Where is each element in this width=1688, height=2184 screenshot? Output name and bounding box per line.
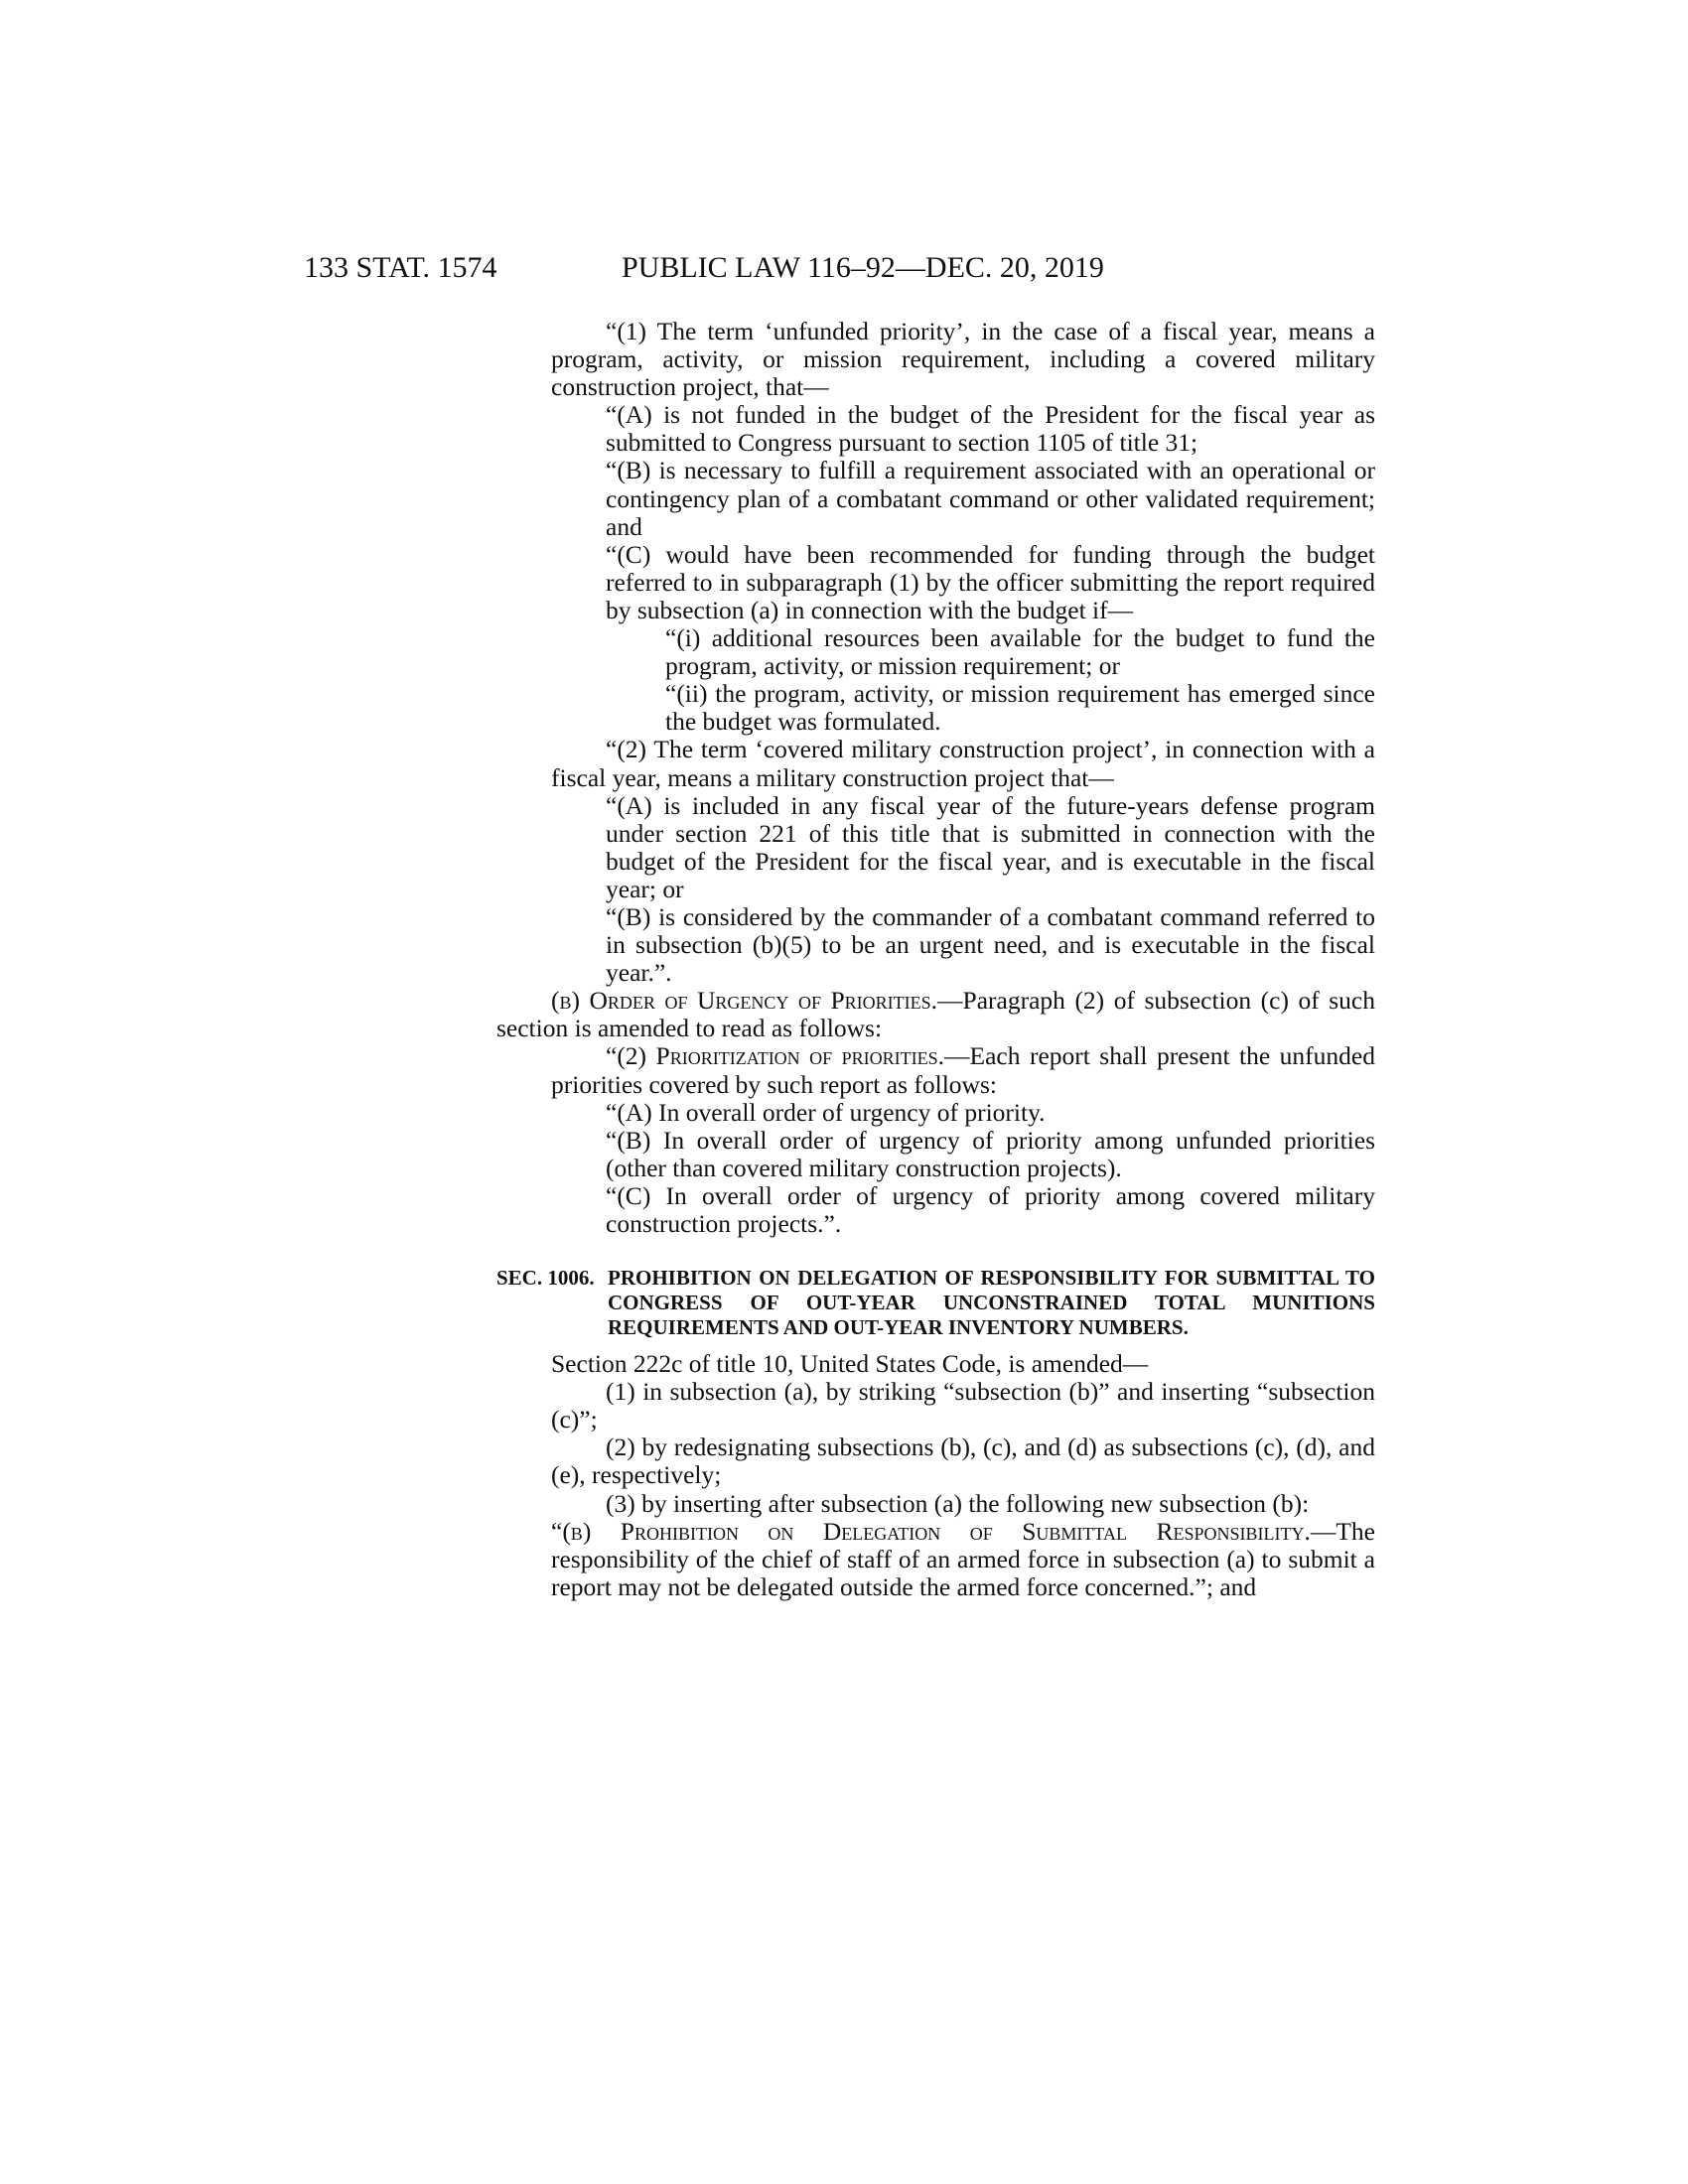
section-1006-intro: Section 222c of title 10, United States Code, is amended—	[551, 1349, 1149, 1379]
subsection-b-order-of-urgency	[496, 987, 1375, 1042]
amendment-3: (3) by inserting after subsection (a) the following new subsection (b):	[606, 1488, 1310, 1518]
paragraph-2-covered-project: “(2) The term ‘covered military construction project’, in connection with a fiscal year, means a military construction project that—	[551, 735, 1375, 792]
page-body	[496, 317, 1375, 1601]
section-title: PROHIBITION ON DELEGATION OF RESPONSIBILITY FOR SUBMITTAL TO CONGRESS OF OUT-YEAR UNCONSTRAINED TOTAL MUNITIONS REQUIREMENTS AND OUT-YEAR INVENTORY NUMBERS.	[608, 1266, 1375, 1340]
subsection-b-label: (b) Order of Urgency of Priorities.	[551, 986, 938, 1016]
subparagraph-2a: “(A) is included in any fiscal year of the future-years defense program under section 221 of this title that is submitted in connection with the budget of the President for the fiscal year, and is executable in the fiscal year; or	[606, 790, 1375, 903]
statute-page-number: 133 STAT. 1574	[304, 251, 497, 284]
subparagraph-1a: “(A) is not funded in the budget of the President for the fiscal year as submitted to Congress pursuant to section 1105 of title 31;	[606, 400, 1375, 458]
new-subsection-b-text: —The responsibility of the chief of staff of an armed force in subsection (a) to submit a report may not be delegated outside the armed force concerned.”; and	[551, 1516, 1375, 1601]
amendment-2: (2) by redesignating subsections (b), (c), and (d) as subsections (c), (d), and (e), respectively;	[551, 1433, 1375, 1490]
new-subsection-b-label: “(b) Prohibition on Delegation of Submittal Responsibility.	[551, 1516, 1311, 1546]
prioritization-c: “(C) In overall order of urgency of priority among covered military construction projects.”.	[606, 1180, 1375, 1238]
paragraph-1-unfunded-priority: “(1) The term ‘unfunded priority’, in the case of a fiscal year, means a program, activity, or mission requirement, including a covered military construction project, that—	[551, 317, 1375, 402]
amendment-1: (1) in subsection (a), by striking “subsection (b)” and inserting “subsection (c)”;	[551, 1377, 1375, 1434]
prioritization-a: “(A) In overall order of urgency of priority.	[606, 1097, 1046, 1127]
public-law-title: PUBLIC LAW 116–92—DEC. 20, 2019	[622, 251, 1104, 284]
new-subsection-b	[551, 1518, 1375, 1601]
subparagraph-1b: “(B) is necessary to fulfill a requirement associated with an operational or contingency plan of a combatant command or other validated requirement; and	[606, 456, 1375, 541]
prioritization-b: “(B) In overall order of urgency of priority among unfunded priorities (other than covered military construction projects).	[606, 1125, 1375, 1182]
clause-i: “(i) additional resources been available for the budget to fund the program, activity, or mission requirement; or	[665, 623, 1375, 681]
subparagraph-2b: “(B) is considered by the commander of a combatant command referred to in subsection (b)(5) to be an urgent need, and is executable in the fiscal year.”.	[606, 901, 1375, 988]
prioritization-text: —Each report shall present the unfunded priorities covered by such report as follows:	[551, 1041, 1375, 1099]
paragraph-2-prioritization	[551, 1042, 1375, 1098]
subparagraph-1c: “(C) would have been recommended for funding through the budget referred to in subparagraph (1) by the officer submitting the report required by subsection (a) in connection with the budget if—	[606, 539, 1375, 624]
section-number: SEC. 1006.	[496, 1266, 595, 1291]
prioritization-label: “(2) Prioritization of priorities.	[606, 1041, 945, 1071]
subsection-b-text: —Paragraph (2) of subsection (c) of such section is amended to read as follows:	[496, 986, 1375, 1043]
clause-ii: “(ii) the program, activity, or mission requirement has emerged since the budget was formulated.	[665, 679, 1375, 737]
running-header	[0, 248, 1688, 288]
section-heading	[496, 1266, 1375, 1340]
